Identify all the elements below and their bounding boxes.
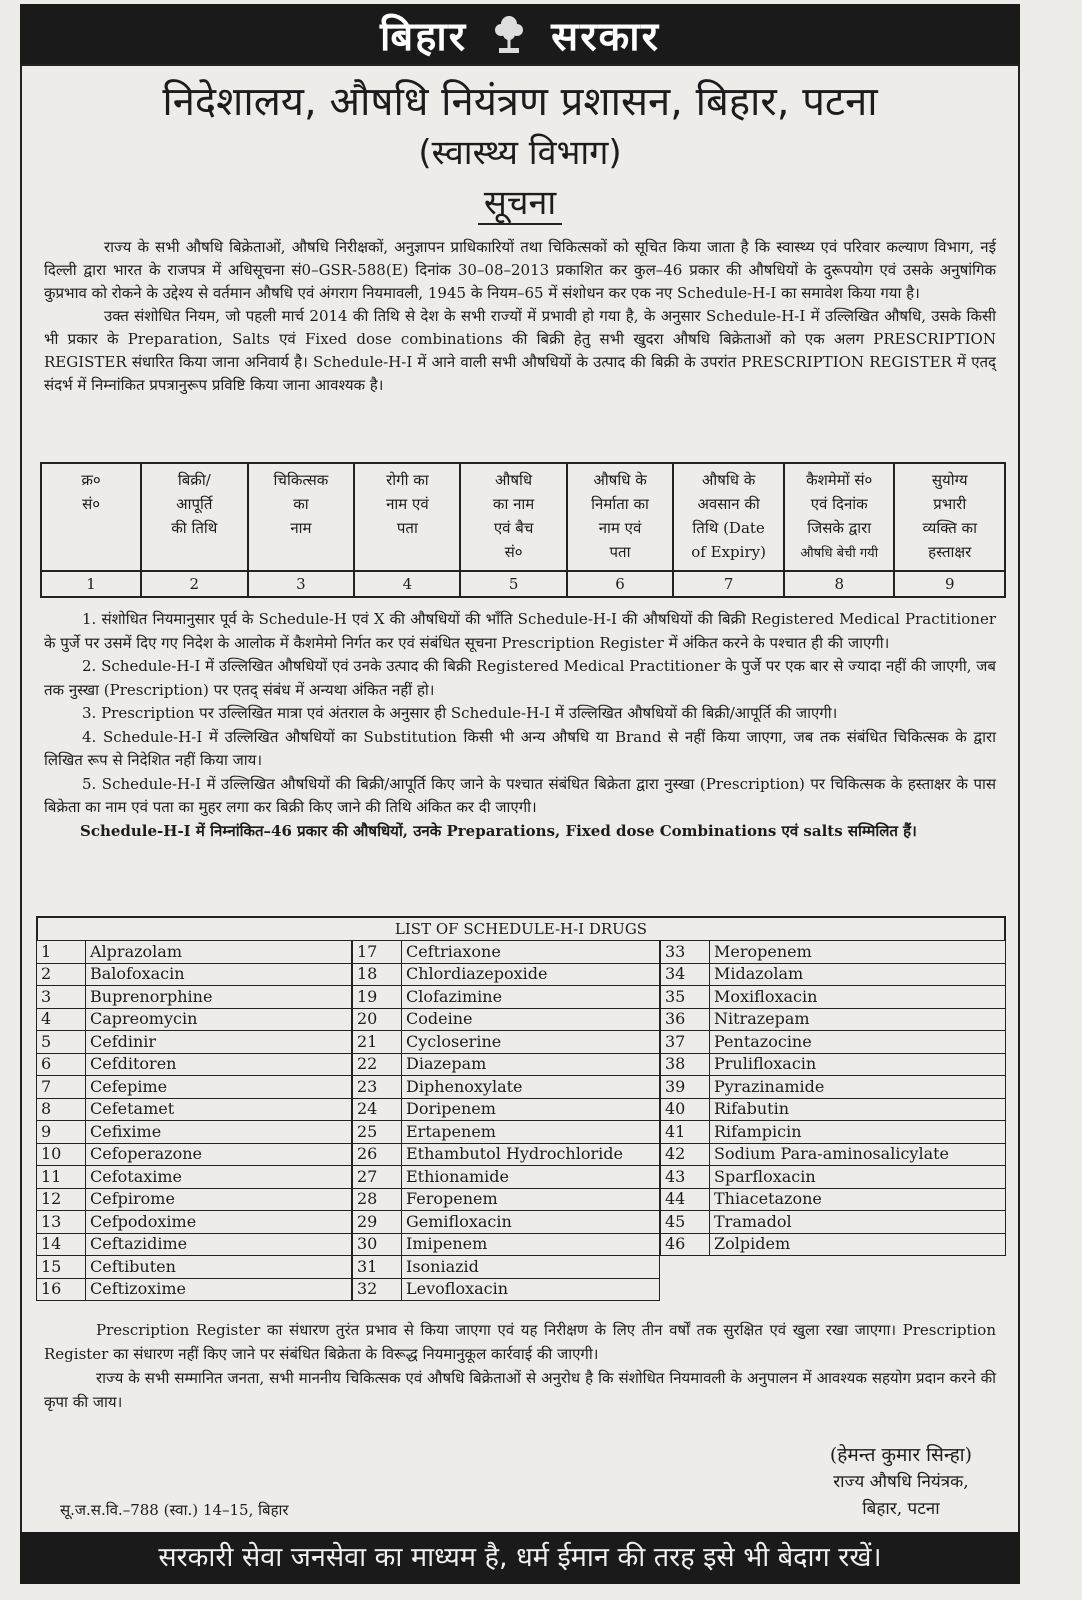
drug-row: [37, 1278, 352, 1301]
drug-number: 44: [661, 1188, 710, 1211]
drug-name: Imipenem: [402, 1233, 660, 1256]
prescription-register-format-table: [40, 462, 1006, 598]
drug-row: [661, 1076, 1006, 1099]
rule-3: 3. Prescription पर उल्लिखित मात्रा एवं अंतराल के अनुसार ही Schedule-H-I में उल्लिखित औषधियों की बिक्री/आपूर्ति की जाएगी।: [82, 704, 838, 722]
drug-column-3: [660, 940, 1006, 1256]
drug-name: Levofloxacin: [402, 1278, 660, 1301]
drug-row: [353, 1233, 660, 1256]
drug-number: 40: [661, 1098, 710, 1121]
footer-slogan: सरकारी सेवा जनसेवा का माध्यम है, धर्म ईमान की तरह इसे भी बेदाग रखें।: [158, 1542, 882, 1573]
register-header-cell: क्र० सं०: [41, 463, 141, 571]
drug-number: 21: [353, 1031, 402, 1054]
drug-row: [661, 1098, 1006, 1121]
drug-number: 12: [37, 1188, 86, 1211]
drug-list-columns: [36, 940, 1006, 1326]
drug-row: [353, 1053, 660, 1076]
drug-name: Ethambutol Hydrochloride: [402, 1143, 660, 1166]
drug-row: [353, 1256, 660, 1279]
drug-row: [661, 1233, 1006, 1256]
drug-row: [661, 1031, 1006, 1054]
drug-row: [37, 1098, 352, 1121]
signatory-place: बिहार, पटना: [862, 1499, 940, 1519]
drug-number: 1: [37, 941, 86, 964]
drug-row: [37, 1143, 352, 1166]
register-header-cell: औषधि के अवसान की तिथि (Date of Expiry): [673, 463, 784, 571]
drug-row: [37, 986, 352, 1009]
drug-row: [353, 1008, 660, 1031]
drug-number: 6: [37, 1053, 86, 1076]
drug-name: Meropenem: [710, 941, 1006, 964]
drug-name: Diazepam: [402, 1053, 660, 1076]
drug-name: Cefepime: [86, 1076, 352, 1099]
drug-row: [37, 941, 352, 964]
drug-number: 9: [37, 1121, 86, 1144]
drug-row: [37, 1188, 352, 1211]
register-column-number: 3: [248, 571, 355, 597]
drug-name: Moxifloxacin: [710, 986, 1006, 1009]
drug-table-3: [660, 940, 1006, 1256]
register-number-row: [41, 571, 1005, 597]
register-column-number: 5: [460, 571, 566, 597]
drug-row: [661, 963, 1006, 986]
rules-closing-line: Schedule-H-I में निम्नांकित–46 प्रकार की औषधियों, उनके Preparations, Fixed dose Combinations एवं salts सम्मिलित हैं।: [80, 821, 917, 840]
drug-row: [661, 1188, 1006, 1211]
drug-row: [353, 1143, 660, 1166]
drug-number: 26: [353, 1143, 402, 1166]
drug-number: 31: [353, 1256, 402, 1279]
drug-number: 8: [37, 1098, 86, 1121]
drug-list-caption: LIST OF SCHEDULE-H-I DRUGS: [36, 916, 1006, 940]
drug-name: Diphenoxylate: [402, 1076, 660, 1099]
drug-number: 38: [661, 1053, 710, 1076]
drug-name: Ceftriaxone: [402, 941, 660, 964]
drug-name: Cefotaxime: [86, 1166, 352, 1189]
drug-row: [661, 986, 1006, 1009]
drug-number: 17: [353, 941, 402, 964]
drug-row: [353, 1188, 660, 1211]
drug-row: [353, 1031, 660, 1054]
drug-row: [37, 1076, 352, 1099]
drug-number: 39: [661, 1076, 710, 1099]
register-column-number: 4: [354, 571, 460, 597]
drug-name: Sparfloxacin: [710, 1166, 1006, 1189]
drug-name: Buprenorphine: [86, 986, 352, 1009]
drug-number: 19: [353, 986, 402, 1009]
notice-heading: [20, 178, 1020, 224]
drug-number: 37: [661, 1031, 710, 1054]
drug-number: 2: [37, 963, 86, 986]
drug-row: [37, 1233, 352, 1256]
drug-row: [661, 1121, 1006, 1144]
drug-number: 10: [37, 1143, 86, 1166]
drug-number: 43: [661, 1166, 710, 1189]
drug-name: Capreomycin: [86, 1008, 352, 1031]
drug-number: 7: [37, 1076, 86, 1099]
drug-number: 27: [353, 1166, 402, 1189]
drug-row: [37, 1121, 352, 1144]
footnote-section: [44, 1318, 996, 1414]
drug-name: Gemifloxacin: [402, 1211, 660, 1234]
drug-name: Midazolam: [710, 963, 1006, 986]
drug-number: 11: [37, 1166, 86, 1189]
drug-name: Pyrazinamide: [710, 1076, 1006, 1099]
drug-number: 13: [37, 1211, 86, 1234]
drug-name: Rifampicin: [710, 1121, 1006, 1144]
drug-row: [661, 1143, 1006, 1166]
drug-name: Sodium Para-aminosalicylate: [710, 1143, 1006, 1166]
rule-4: 4. Schedule-H-I में उल्लिखित औषधियों का Substitution किसी भी अन्य औषधि या Brand से नहीं किया जाएगा, जब तक संबंधित चिकित्सक के द्वारा लिखित रूप से निदेशित नहीं किया जाय।: [44, 727, 996, 769]
intro-text: [44, 236, 996, 397]
notice-sheet: [20, 0, 1020, 1600]
drug-row: [353, 1211, 660, 1234]
rule-5: 5. Schedule-H-I में उल्लिखित औषधियों की बिक्री/आपूर्ति किए जाने के पश्चात संबंधित बिक्रेता द्वारा नुस्खा (Prescription) पर चिकित्सक के हस्ताक्षर के पास बिक्रेता का नाम एवं पता का मुहर लगा कर बिक्री किए जाने की तिथि अंकित कर दी जाएगी।: [44, 774, 996, 816]
signatory-name: (हेमन्त कुमार सिन्हा): [829, 1444, 972, 1466]
register-column-number: 1: [41, 571, 141, 597]
drug-name: Ceftizoxime: [86, 1278, 352, 1301]
drug-name: Cycloserine: [402, 1031, 660, 1054]
drug-row: [353, 1121, 660, 1144]
drug-number: 15: [37, 1256, 86, 1279]
drug-row: [661, 1211, 1006, 1234]
intro-paragraph-1: राज्य के सभी औषधि बिक्रेताओं, औषधि निरीक्षकों, अनुज्ञापन प्राधिकारियों तथा चिकित्सकों को सूचित किया जाता है कि स्वास्थ्य एवं परिवार कल्याण विभाग, नई दिल्ली द्वारा भारत के राजपत्र में अधिसूचना सं0–GSR-588(E) दिनांक 30–08–2013 प्रकाशित कर कुल–46 प्रकार की औषधियों के दुरूपयोग एवं उसके अनुषांगिक कुप्रभाव को रोकने के उद्देश्य से वर्तमान औषधि एवं अंगराग नियमावली, 1945 के नियम–65 में संशोधन कर एक नए Schedule-H-I का समावेश किया गया है।: [44, 238, 996, 302]
drug-row: [661, 1008, 1006, 1031]
drug-number: 35: [661, 986, 710, 1009]
drug-row: [37, 1053, 352, 1076]
signatory-designation: राज्य औषधि नियंत्रक,: [833, 1472, 969, 1492]
drug-number: 29: [353, 1211, 402, 1234]
header-right-text: सरकार: [551, 13, 660, 60]
drug-name: Feropenem: [402, 1188, 660, 1211]
rule-1: 1. संशोधित नियमानुसार पूर्व के Schedule-H एवं X की औषधियों की भाँति Schedule-H-I की औषधियों की बिक्री Registered Medical Practitioner के पुर्जे पर उसमें दिए गए निदेश के आलोक में कैशमेमो निर्गत कर एवं संबंधित सूचना Prescription Register में अंकित करने के पश्चात ही की जाएगी।: [44, 610, 996, 652]
register-header-cell: कैशमेमों सं० एवं दिनांक जिसके द्वारा औषधि बेची गयी: [784, 463, 894, 571]
register-header-row: [41, 463, 1005, 571]
drug-name: Ertapenem: [402, 1121, 660, 1144]
drug-name: Balofoxacin: [86, 963, 352, 986]
drug-table-2: [352, 940, 660, 1301]
drug-name: Ethionamide: [402, 1166, 660, 1189]
register-header-cell: बिक्री/ आपूर्ति की तिथि: [141, 463, 247, 571]
drug-number: 36: [661, 1008, 710, 1031]
drug-number: 33: [661, 941, 710, 964]
drug-name: Ceftazidime: [86, 1233, 352, 1256]
drug-name: Ceftibuten: [86, 1256, 352, 1279]
drug-column-1: [36, 940, 352, 1301]
header-left-text: बिहार: [379, 13, 468, 60]
government-header-bar: [20, 4, 1020, 64]
register-column-number: 7: [673, 571, 784, 597]
drug-name: Rifabutin: [710, 1098, 1006, 1121]
drug-name: Cefdinir: [86, 1031, 352, 1054]
drug-row: [37, 1211, 352, 1234]
drug-number: 14: [37, 1233, 86, 1256]
drug-number: 16: [37, 1278, 86, 1301]
drug-name: Tramadol: [710, 1211, 1006, 1234]
drug-number: 46: [661, 1233, 710, 1256]
register-header-cell: सुयोग्य प्रभारी व्यक्ति का हस्ताक्षर: [894, 463, 1005, 571]
signature-block: [830, 1442, 972, 1523]
drug-number: 5: [37, 1031, 86, 1054]
footnote-paragraph-2: राज्य के सभी सम्मानित जनता, सभी माननीय चिकित्सक एवं औषधि बिक्रेताओं से अनुरोध है कि संशोधित नियमावली के अनुपालन में आवश्यक सहयोग प्रदान करने की कृपा की जाय।: [44, 1369, 996, 1411]
drug-row: [37, 963, 352, 986]
drug-name: Cefpirome: [86, 1188, 352, 1211]
drug-name: Chlordiazepoxide: [402, 963, 660, 986]
register-header-cell: चिकित्सक का नाम: [248, 463, 355, 571]
drug-name: Zolpidem: [710, 1233, 1006, 1256]
drug-name: Pentazocine: [710, 1031, 1006, 1054]
drug-number: 25: [353, 1121, 402, 1144]
register-header-cell: औषधि के निर्माता का नाम एवं पता: [567, 463, 673, 571]
drug-number: 42: [661, 1143, 710, 1166]
drug-number: 4: [37, 1008, 86, 1031]
drug-number: 22: [353, 1053, 402, 1076]
drug-row: [37, 1031, 352, 1054]
drug-name: Isoniazid: [402, 1256, 660, 1279]
drug-row: [353, 963, 660, 986]
drug-row: [353, 1076, 660, 1099]
drug-number: 23: [353, 1076, 402, 1099]
drug-name: Doripenem: [402, 1098, 660, 1121]
drug-number: 20: [353, 1008, 402, 1031]
drug-name: Nitrazepam: [710, 1008, 1006, 1031]
drug-name: Cefoperazone: [86, 1143, 352, 1166]
drug-name: Thiacetazone: [710, 1188, 1006, 1211]
register-column-number: 8: [784, 571, 894, 597]
drug-number: 3: [37, 986, 86, 1009]
drug-row: [37, 1256, 352, 1279]
drug-number: 28: [353, 1188, 402, 1211]
register-column-number: 9: [894, 571, 1005, 597]
drug-number: 24: [353, 1098, 402, 1121]
drug-name: Cefetamet: [86, 1098, 352, 1121]
drug-number: 32: [353, 1278, 402, 1301]
register-column-number: 2: [141, 571, 247, 597]
drug-number: 41: [661, 1121, 710, 1144]
drug-row: [353, 941, 660, 964]
drug-number: 30: [353, 1233, 402, 1256]
schedule-h1-drug-list: [36, 916, 1006, 1326]
drug-number: 34: [661, 963, 710, 986]
drug-row: [37, 1008, 352, 1031]
footnote-paragraph-1: Prescription Register का संधारण तुरंत प्रभाव से किया जाएगा एवं यह निरीक्षण के लिए तीन वर्षों तक सुरक्षित एवं खुला रखा जाएगा। Prescription Register का संधारण नहीं किए जाने पर संबंधित बिक्रेता के विरूद्ध नियमानुकूल कार्रवाई की जाएगी।: [44, 1321, 996, 1363]
drug-row: [353, 1098, 660, 1121]
register-column-number: 6: [567, 571, 673, 597]
advertisement-code: सू.ज.स.वि.–788 (स्वा.) 14–15, बिहार: [60, 1501, 289, 1519]
rules-section: [44, 608, 996, 843]
directorate-title: निदेशालय, औषधि नियंत्रण प्रशासन, बिहार, पटना: [162, 79, 878, 125]
drug-number: 45: [661, 1211, 710, 1234]
footer-slogan-bar: [20, 1532, 1020, 1584]
drug-column-2: [352, 940, 660, 1301]
drug-row: [353, 986, 660, 1009]
drug-name: Cefditoren: [86, 1053, 352, 1076]
drug-name: Alprazolam: [86, 941, 352, 964]
register-header-cell: रोगी का नाम एवं पता: [354, 463, 460, 571]
drug-name: Cefixime: [86, 1121, 352, 1144]
bodhi-tree-emblem-icon: [491, 12, 527, 56]
intro-paragraph-2: उक्त संशोधित नियम, जो पहली मार्च 2014 की तिथि से देश के सभी राज्यों में प्रभावी हो गया है, के अनुसार Schedule-H-I में उल्लिखित औषधि, उसके किसी भी प्रकार के Preparation, Salts एवं Fixed dose combinations की बिक्री हेतु सभी खुदरा औषधि बिक्रेताओं को एक अलग PRESCRIPTION REGISTER संधारित किया जाना अनिवार्य है। Schedule-H-I में आने वाली सभी औषधियों के उत्पाद की बिक्री के उपरांत PRESCRIPTION REGISTER में एतद् संदर्भ में निम्नांकित प्रपत्रानुरूप प्रविष्टि किया जाना आवश्यक है।: [44, 307, 996, 394]
drug-name: Codeine: [402, 1008, 660, 1031]
drug-row: [353, 1166, 660, 1189]
drug-number: 18: [353, 963, 402, 986]
rule-2: 2. Schedule-H-I में उल्लिखित औषधियों एवं उनके उत्पाद की बिक्री Registered Medical Practitioner के पुर्जे पर एक बार से ज्यादा नहीं की जाएगी, जब तक नुस्खा (Prescription) पर एतद् संबंध में अन्यथा अंकित नहीं हो।: [44, 657, 996, 699]
drug-row: [353, 1278, 660, 1301]
drug-name: Clofazimine: [402, 986, 660, 1009]
drug-row: [661, 941, 1006, 964]
register-header-cell: औषधि का नाम एवं बैच सं०: [460, 463, 566, 571]
drug-row: [661, 1166, 1006, 1189]
drug-name: Prulifloxacin: [710, 1053, 1006, 1076]
drug-row: [37, 1166, 352, 1189]
department-subtitle: (स्वास्थ्य विभाग): [418, 133, 622, 173]
drug-name: Cefpodoxime: [86, 1211, 352, 1234]
drug-table-1: [36, 940, 352, 1301]
drug-row: [661, 1053, 1006, 1076]
notice-heading-text: सूचना: [478, 183, 562, 225]
